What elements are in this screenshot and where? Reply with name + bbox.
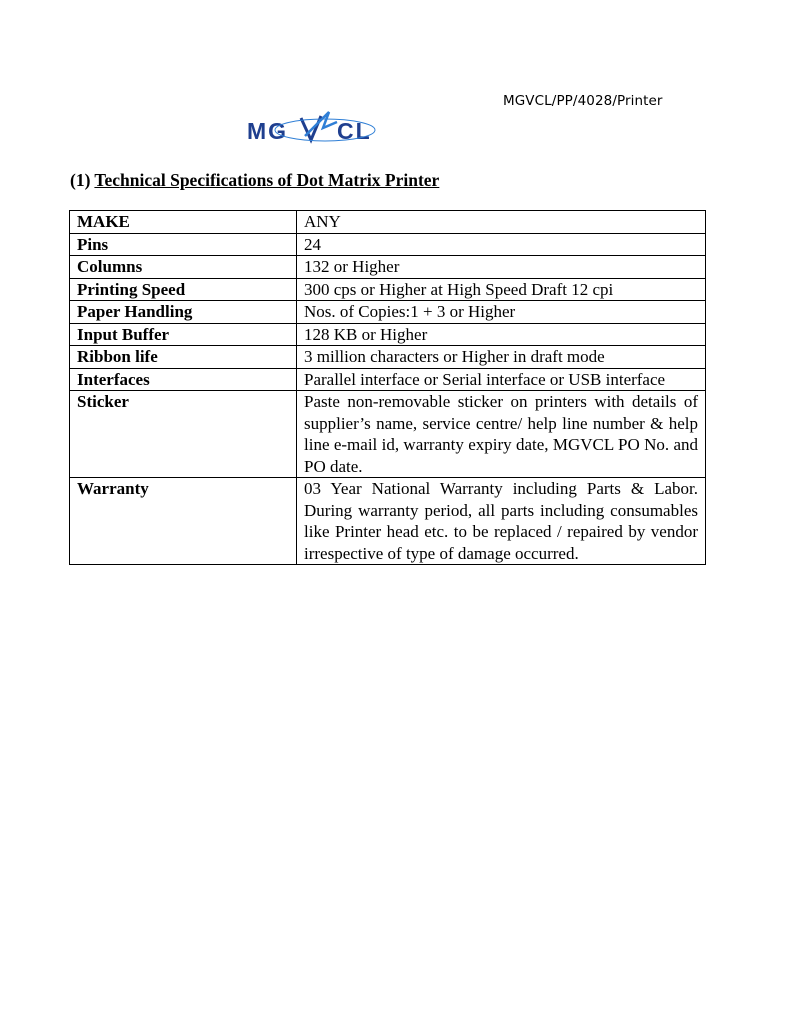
spec-value: 24 [297, 233, 706, 256]
svg-text:CL: CL [337, 118, 372, 144]
spec-value: Nos. of Copies:1 + 3 or Higher [297, 301, 706, 324]
table-row [70, 391, 706, 478]
spec-key: Sticker [70, 391, 297, 478]
spec-value: 03 Year National Warranty including Parts & Labor. During warranty period, all parts including consumables like Printer head etc. to be replaced / repaired by vendor irrespective of type of damage occurred. [297, 478, 706, 565]
spec-value: Paste non-removable sticker on printers with details of supplier’s name, service centre/ help line number & help line e-mail id, warranty expiry date, MGVCL PO No. and PO date. [297, 391, 706, 478]
section-number: (1) [70, 170, 91, 190]
table-row [70, 233, 706, 256]
spec-value: 300 cps or Higher at High Speed Draft 12 cpi [297, 278, 706, 301]
spec-value: Parallel interface or Serial interface or USB interface [297, 368, 706, 391]
spec-key: Warranty [70, 478, 297, 565]
spec-key: Paper Handling [70, 301, 297, 324]
spec-key: Input Buffer [70, 323, 297, 346]
table-row [70, 278, 706, 301]
table-row [70, 301, 706, 324]
spec-value: 3 million characters or Higher in draft mode [297, 346, 706, 369]
mgvcl-logo [245, 108, 395, 150]
table-row [70, 346, 706, 369]
spec-key: Ribbon life [70, 346, 297, 369]
spec-key: Printing Speed [70, 278, 297, 301]
table-row [70, 211, 706, 234]
svg-text:MG: MG [247, 118, 289, 144]
spec-key: Columns [70, 256, 297, 279]
spec-value: ANY [297, 211, 706, 234]
spec-key: Pins [70, 233, 297, 256]
specification-table [69, 210, 706, 565]
document-reference: MGVCL/PP/4028/Printer [503, 93, 663, 109]
section-heading [70, 170, 439, 191]
table-row [70, 256, 706, 279]
spec-value: 128 KB or Higher [297, 323, 706, 346]
table-row [70, 368, 706, 391]
spec-key: Interfaces [70, 368, 297, 391]
section-title: Technical Specifications of Dot Matrix Printer [94, 170, 440, 190]
table-row [70, 323, 706, 346]
spec-key: MAKE [70, 211, 297, 234]
table-row [70, 478, 706, 565]
spec-value: 132 or Higher [297, 256, 706, 279]
